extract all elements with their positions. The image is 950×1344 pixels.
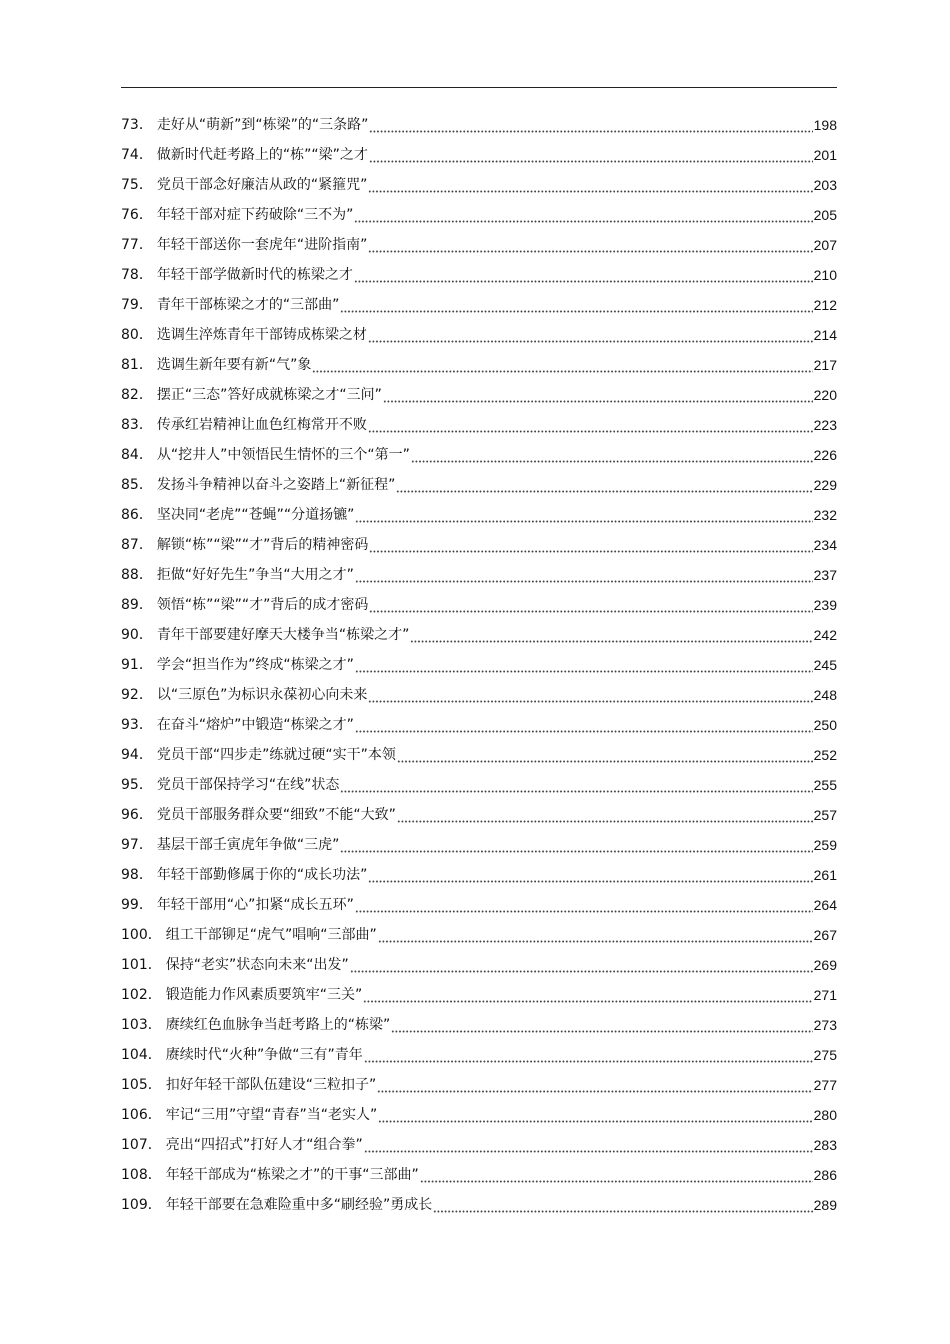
toc-entry-title: 坚决同“老虎”“苍蝇”“分道扬镳”	[156, 507, 355, 523]
toc-entry-number: 75．	[121, 177, 153, 193]
toc-entry[interactable]	[121, 440, 837, 470]
toc-entry-page-number: 232	[813, 507, 837, 523]
toc-entry[interactable]	[121, 740, 837, 770]
toc-entry[interactable]	[121, 410, 837, 440]
toc-entry-title: 牢记“三用”守望“青春”当“老实人”	[165, 1107, 378, 1123]
dot-leader	[420, 1160, 813, 1190]
toc-entry-title: 学会“担当作为”终成“栋梁之才”	[156, 657, 354, 673]
toc-entry[interactable]	[121, 920, 837, 950]
dot-leader	[396, 470, 812, 500]
toc-entry-page-number: 259	[813, 837, 837, 853]
toc-entry-page-number: 239	[813, 597, 837, 613]
dot-leader	[363, 980, 812, 1010]
toc-entry[interactable]	[121, 380, 837, 410]
dot-leader	[377, 1070, 812, 1100]
dot-leader	[354, 200, 812, 230]
toc-entry[interactable]	[121, 110, 837, 140]
toc-entry-title: 锻造能力作风素质要筑牢“三关”	[165, 987, 363, 1003]
toc-entry-page-number: 283	[813, 1137, 837, 1153]
toc-entry-page-number: 252	[813, 747, 837, 763]
toc-entry-number: 90．	[121, 627, 153, 643]
toc-entry-title: 选调生新年要有新“气”象	[156, 357, 312, 373]
toc-entry[interactable]	[121, 650, 837, 680]
toc-entry-number: 73．	[121, 117, 153, 133]
toc-entry[interactable]	[121, 1070, 837, 1100]
toc-entry[interactable]	[121, 1190, 837, 1220]
toc-entry-number: 81．	[121, 357, 153, 373]
dot-leader	[355, 650, 813, 680]
toc-entry-title: 走好从“萌新”到“栋梁”的“三条路”	[156, 117, 369, 133]
toc-entry-page-number: 271	[813, 987, 837, 1003]
toc-entry-page-number: 217	[813, 357, 837, 373]
toc-entry[interactable]	[121, 1010, 837, 1040]
toc-entry-number: 80．	[121, 327, 153, 343]
toc-entry-page-number: 273	[813, 1017, 837, 1033]
toc-entry-title: 组工干部铆足“虎气”唱响“三部曲”	[165, 927, 377, 943]
toc-entry[interactable]	[121, 830, 837, 860]
header-rule	[121, 87, 837, 88]
toc-entry-page-number: 269	[813, 957, 837, 973]
dot-leader	[397, 740, 813, 770]
toc-entry-page-number: 289	[813, 1197, 837, 1213]
dot-leader	[391, 1010, 812, 1040]
toc-entry-page-number: 277	[813, 1077, 837, 1093]
toc-entry-page-number: 242	[813, 627, 837, 643]
toc-entry[interactable]	[121, 950, 837, 980]
dot-leader	[378, 1100, 812, 1130]
toc-entry-number: 102．	[121, 987, 162, 1003]
toc-entry-page-number: 275	[813, 1047, 837, 1063]
toc-entry-title: 从“挖井人”中领悟民生情怀的三个“第一”	[156, 447, 410, 463]
toc-entry-title: 年轻干部送你一套虎年“进阶指南”	[156, 237, 368, 253]
toc-entry-page-number: 250	[813, 717, 837, 733]
toc-entry[interactable]	[121, 890, 837, 920]
dot-leader	[369, 110, 812, 140]
toc-entry-page-number: 245	[813, 657, 837, 673]
toc-entry-number: 85．	[121, 477, 153, 493]
toc-entry-title: 以“三原色”为标识永葆初心向未来	[156, 687, 368, 703]
toc-entry-page-number: 205	[813, 207, 837, 223]
toc-entry-number: 98．	[121, 867, 153, 883]
toc-entry[interactable]	[121, 140, 837, 170]
toc-entry-title: 年轻干部学做新时代的栋梁之才	[156, 267, 353, 283]
toc-entry[interactable]	[121, 560, 837, 590]
toc-entry-title: 党员干部“四步走”练就过硬“实干”本领	[156, 747, 396, 763]
toc-entry-number: 77．	[121, 237, 153, 253]
toc-entry[interactable]	[121, 290, 837, 320]
toc-entry-title: 基层干部壬寅虎年争做“三虎”	[156, 837, 340, 853]
toc-entry-number: 87．	[121, 537, 153, 553]
toc-entry[interactable]	[121, 860, 837, 890]
toc-entry-number: 88．	[121, 567, 153, 583]
toc-entry-page-number: 280	[813, 1107, 837, 1123]
toc-entry-number: 93．	[121, 717, 153, 733]
toc-entry-title: 传承红岩精神让血色红梅常开不败	[156, 417, 367, 433]
toc-entry-title: 解锁“栋”“梁”“才”背后的精神密码	[156, 537, 369, 553]
toc-entry-number: 108．	[121, 1167, 162, 1183]
toc-entry-page-number: 264	[813, 897, 837, 913]
toc-entry[interactable]	[121, 350, 837, 380]
toc-entry[interactable]	[121, 680, 837, 710]
toc-entry-number: 101．	[121, 957, 162, 973]
toc-entry[interactable]	[121, 530, 837, 560]
toc-entry-title: 扣好年轻干部队伍建设“三粒扣子”	[165, 1077, 377, 1093]
toc-entry-title: 党员干部念好廉洁从政的“紧箍咒”	[156, 177, 368, 193]
toc-entry-number: 89．	[121, 597, 153, 613]
dot-leader	[340, 830, 812, 860]
toc-entry-page-number: 212	[813, 297, 837, 313]
dot-leader	[368, 170, 812, 200]
dot-leader	[368, 860, 812, 890]
toc-entry-number: 104．	[121, 1047, 162, 1063]
dot-leader	[355, 710, 813, 740]
toc-entry-title: 选调生淬炼青年干部铸成栋梁之材	[156, 327, 367, 343]
toc-entry-number: 91．	[121, 657, 153, 673]
toc-entry-title: 拒做“好好先生”争当“大用之才”	[156, 567, 354, 583]
toc-entry-page-number: 223	[813, 417, 837, 433]
toc-entry[interactable]	[121, 620, 837, 650]
toc-entry-title: 赓续时代“火种”争做“三有”青年	[165, 1047, 363, 1063]
dot-leader	[397, 800, 813, 830]
toc-entry-title: 党员干部保持学习“在线”状态	[156, 777, 340, 793]
toc-entry[interactable]	[121, 200, 837, 230]
toc-entry-title: 亮出“四招式”打好人才“组合拳”	[165, 1137, 363, 1153]
toc-entry-title: 年轻干部勤修属于你的“成长功法”	[156, 867, 368, 883]
toc-entry-number: 76．	[121, 207, 153, 223]
dot-leader	[378, 920, 813, 950]
toc-entry-page-number: 255	[813, 777, 837, 793]
toc-entry-number: 105．	[121, 1077, 162, 1093]
toc-entry[interactable]	[121, 770, 837, 800]
toc-entry-page-number: 229	[813, 477, 837, 493]
dot-leader	[350, 950, 813, 980]
dot-leader	[364, 1130, 813, 1160]
toc-entry[interactable]	[121, 1160, 837, 1190]
toc-entry-page-number: 226	[813, 447, 837, 463]
toc-entry-number: 92．	[121, 687, 153, 703]
table-of-contents	[121, 110, 837, 1220]
toc-entry-page-number: 201	[813, 147, 837, 163]
toc-entry-page-number: 220	[813, 387, 837, 403]
dot-leader	[354, 260, 813, 290]
toc-entry[interactable]	[121, 800, 837, 830]
toc-entry[interactable]	[121, 470, 837, 500]
toc-entry-number: 95．	[121, 777, 153, 793]
toc-entry-number: 79．	[121, 297, 153, 313]
dot-leader	[355, 500, 812, 530]
toc-entry-title: 做新时代赶考路上的“栋”“梁”之才	[156, 147, 368, 163]
dot-leader	[369, 140, 813, 170]
toc-entry[interactable]	[121, 1040, 837, 1070]
toc-entry[interactable]	[121, 590, 837, 620]
toc-entry-title: 年轻干部对症下药破除“三不为”	[156, 207, 354, 223]
toc-entry-number: 94．	[121, 747, 153, 763]
toc-entry-page-number: 210	[813, 267, 837, 283]
dot-leader	[433, 1190, 812, 1220]
dot-leader	[368, 410, 813, 440]
toc-entry-number: 96．	[121, 807, 153, 823]
toc-entry[interactable]	[121, 230, 837, 260]
toc-entry[interactable]	[121, 260, 837, 290]
toc-entry-title: 年轻干部成为“栋梁之才”的干事“三部曲”	[165, 1167, 419, 1183]
dot-leader	[369, 590, 812, 620]
dot-leader	[355, 890, 813, 920]
toc-entry-page-number: 234	[813, 537, 837, 553]
toc-entry-page-number: 237	[813, 567, 837, 583]
toc-entry-number: 103．	[121, 1017, 162, 1033]
toc-entry-page-number: 257	[813, 807, 837, 823]
toc-entry-number: 83．	[121, 417, 153, 433]
dot-leader	[410, 620, 812, 650]
toc-entry-title: 领悟“栋”“梁”“才”背后的成才密码	[156, 597, 369, 613]
toc-entry-title: 青年干部要建好摩天大楼争当“栋梁之才”	[156, 627, 410, 643]
toc-entry[interactable]	[121, 1100, 837, 1130]
dot-leader	[368, 680, 812, 710]
toc-entry-number: 78．	[121, 267, 153, 283]
toc-entry-number: 84．	[121, 447, 153, 463]
toc-entry-page-number: 214	[813, 327, 837, 343]
dot-leader	[411, 440, 813, 470]
toc-entry[interactable]	[121, 320, 837, 350]
toc-entry[interactable]	[121, 710, 837, 740]
toc-entry-title: 保持“老实”状态向未来“出发”	[165, 957, 349, 973]
dot-leader	[355, 560, 813, 590]
toc-entry-page-number: 267	[813, 927, 837, 943]
dot-leader	[368, 230, 812, 260]
toc-entry[interactable]	[121, 1130, 837, 1160]
toc-entry-number: 99．	[121, 897, 153, 913]
toc-entry-title: 摆正“三态”答好成就栋梁之才“三问”	[156, 387, 382, 403]
toc-entry-page-number: 286	[813, 1167, 837, 1183]
dot-leader	[340, 290, 812, 320]
toc-entry[interactable]	[121, 980, 837, 1010]
dot-leader	[312, 350, 812, 380]
toc-entry-number: 100．	[121, 927, 162, 943]
toc-entry[interactable]	[121, 500, 837, 530]
toc-entry-page-number: 261	[813, 867, 837, 883]
toc-entry-number: 86．	[121, 507, 153, 523]
toc-entry-title: 发扬斗争精神以奋斗之姿踏上“新征程”	[156, 477, 396, 493]
toc-entry-title: 年轻干部用“心”扣紧“成长五环”	[156, 897, 354, 913]
toc-entry-title: 年轻干部要在急难险重中多“刷经验”勇成长	[165, 1197, 433, 1213]
dot-leader	[383, 380, 813, 410]
toc-entry-title: 党员干部服务群众要“细致”不能“大致”	[156, 807, 396, 823]
toc-entry-page-number: 248	[813, 687, 837, 703]
dot-leader	[369, 530, 812, 560]
toc-entry-number: 82．	[121, 387, 153, 403]
dot-leader	[368, 320, 813, 350]
dot-leader	[340, 770, 812, 800]
toc-entry-number: 97．	[121, 837, 153, 853]
toc-entry-title: 赓续红色血脉争当赶考路上的“栋梁”	[165, 1017, 391, 1033]
toc-entry-number: 106．	[121, 1107, 162, 1123]
toc-entry-title: 在奋斗“熔炉”中锻造“栋梁之才”	[156, 717, 354, 733]
toc-entry-page-number: 207	[813, 237, 837, 253]
toc-entry[interactable]	[121, 170, 837, 200]
toc-entry-page-number: 203	[813, 177, 837, 193]
toc-entry-page-number: 198	[813, 117, 837, 133]
dot-leader	[364, 1040, 813, 1070]
toc-entry-number: 107．	[121, 1137, 162, 1153]
toc-entry-number: 109．	[121, 1197, 162, 1213]
toc-entry-title: 青年干部栋梁之才的“三部曲”	[156, 297, 340, 313]
toc-entry-number: 74．	[121, 147, 153, 163]
